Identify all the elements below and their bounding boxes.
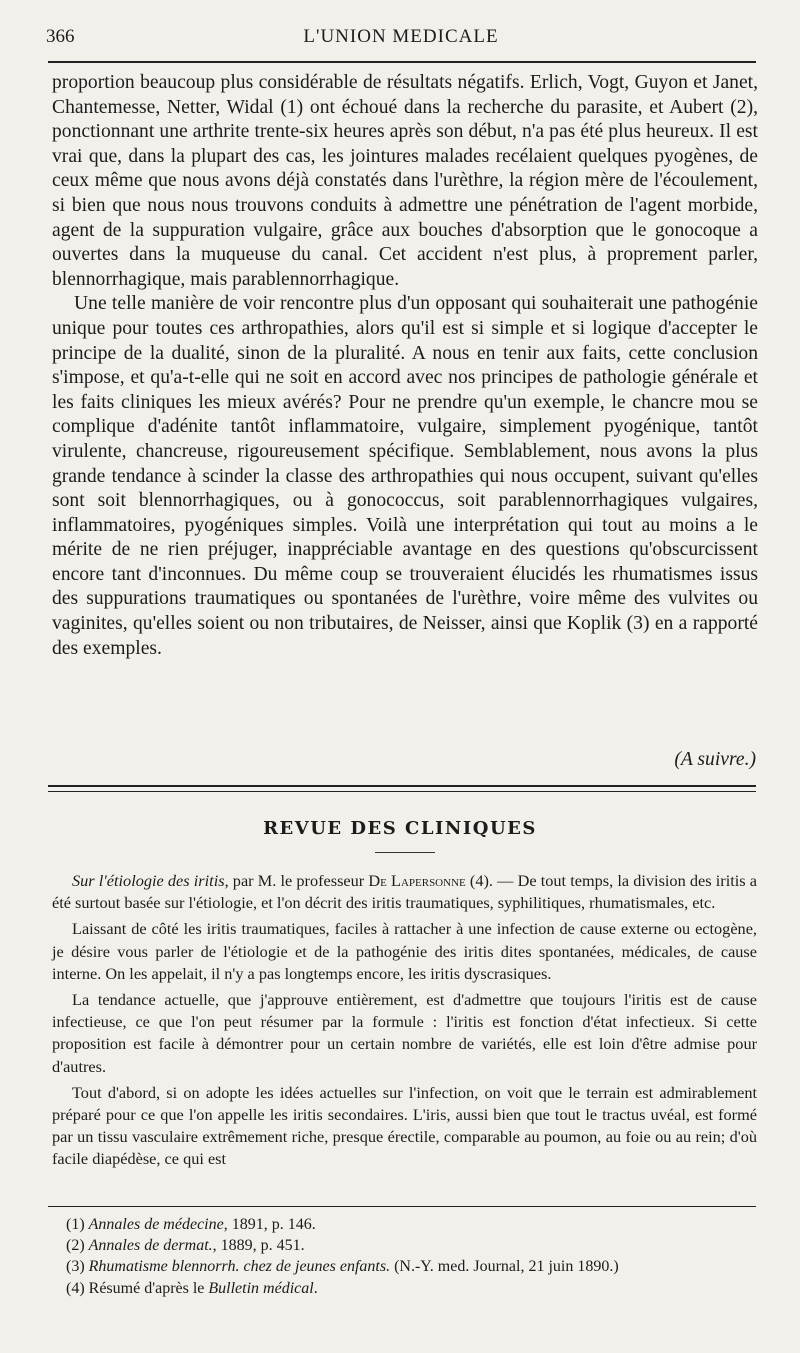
footnote-number: (1) bbox=[66, 1216, 85, 1233]
intro-title: Sur l'étiologie des iritis bbox=[72, 871, 225, 890]
intro-rest: (4). — De tout temps, la division des iritis a été surtout basée sur l'étiologie, et l'on décrit des iritis traumatiques, syphilitiques, rhumatismales, etc. bbox=[52, 871, 757, 913]
footnotes bbox=[66, 1214, 756, 1299]
intro-author: De Lapersonne bbox=[368, 871, 466, 890]
footnote-number: (2) bbox=[66, 1237, 85, 1255]
footnote bbox=[66, 1256, 756, 1277]
section-divider-top bbox=[48, 785, 756, 787]
footnote-number: (3) bbox=[66, 1258, 85, 1276]
title-underline bbox=[375, 852, 435, 853]
footnote-source: Rhumatisme blennorrh. chez de jeunes enfants. bbox=[88, 1258, 391, 1276]
footnote-source: Bulletin médical bbox=[208, 1279, 314, 1297]
footnote bbox=[66, 1214, 756, 1235]
page-header bbox=[46, 26, 756, 56]
footnote-detail: (N.-Y. med. Journal, 21 juin 1890.) bbox=[390, 1258, 619, 1276]
footnote bbox=[66, 1235, 756, 1256]
article-body bbox=[52, 71, 758, 661]
footnote-rule bbox=[48, 1206, 756, 1207]
clinic-review-body bbox=[52, 870, 757, 1175]
footnote bbox=[66, 1278, 756, 1299]
journal-title: L'UNION MEDICALE bbox=[303, 26, 499, 47]
footnote-source: Annales de dermat. bbox=[88, 1237, 213, 1255]
footnote-number: (4) bbox=[66, 1279, 85, 1297]
paragraph: Une telle manière de voir rencontre plus d'un opposant qui souhaiterait une pathogénie unique pour toutes ces arthropathies, alors qu'il est si simple et si logique d'accepter le principe de la dualité, sinon de la pluralité. A nous en tenir aux faits, cette conclusion s'impose, et qu'a-t-elle qui ne soit en accord avec nos principes de pathologie générale et les faits cliniques les mieux avérés? Pour ne prendre qu'un exemple, le chancre mou se complique d'adénite tantôt inflammatoire, vulgaire, simplement pyogénique, tantôt virulente, chancreuse, rigoureusement spécifique. Semblablement, nous avons la plus grande tendance à scinder la classe des arthropathies qui nous occupent, suivant qu'elles sont soit blennorrhagiques, ou à gonococcus, soit parablennorrhagiques vulgaires, inflammatoires, pyogéniques simples. Voilà une interprétation qui tout au moins a le mérite de ne rien préjuger, inappréciable avantage en des questions qu'obscurcissent encore tant d'inconnues. Du même coup se trouveraient élucidés les rhumatismes issus des suppurations traumatiques ou spontanées de l'urèthre, voire même des vulvites ou vaginites, qu'elles soient ou non tributaires, de Neisser, ainsi que Koplik (3) en a rapporté des exemples. bbox=[52, 293, 758, 659]
to-be-continued bbox=[674, 749, 756, 771]
footnote-source: Annales de médecine bbox=[88, 1216, 224, 1233]
intro-paragraph bbox=[52, 870, 757, 914]
page-number: 366 bbox=[46, 26, 75, 47]
paragraph: La tendance actuelle, que j'approuve entièrement, est d'admettre que toujours l'iritis est de cause infectieuse, ce que l'on peut résumer par la formule : l'iritis est fonction d'état infectieux. Si cette proposition est facile à démontrer pour un certain nombre de variétés, elle est loin d'être admise pour d'autres. bbox=[52, 990, 757, 1076]
footnote-detail: . bbox=[313, 1279, 318, 1297]
paragraph-continuation: proportion beaucoup plus considérable de résultats négatifs. Erlich, Vogt, Guyon et Janet, Chantemesse, Netter, Widal (1) ont échoué dans la recherche du parasite, et Aubert (2), ponctionnant une arthrite trente-six heures après son début, n'a pas été plus heureux. Il est vrai que, dans la plupart des cas, les jointures malades recélaient quelques pyogènes, de ceux même que nous avons déjà constatés dans l'urèthre, la région mère de l'écoulement, si bien que nous nous trouvons conduits à admettre une pénétration de l'agent morbide, agent de la suppuration vulgaire, grâce aux bouches d'absorption que le gonocoque a ouvertes dans la muqueuse du canal. Cet accident n'est plus, à proprement parler, blennorrhagique, mais parablennorrhagique. bbox=[52, 72, 758, 290]
header-rule bbox=[48, 61, 756, 63]
section-title: REVUE DES CLINIQUES bbox=[263, 818, 537, 839]
section-divider-bottom bbox=[48, 791, 756, 792]
paragraph: Tout d'abord, si on adopte les idées actuelles sur l'infection, on voit que le terrain est admirablement préparé pour ce que l'on appelle les iritis secondaires. L'iris, aussi bien que tout le tractus uvéal, est formé par un tissu vasculaire extrêmement riche, presque érectile, comparable au poumon, au foie ou au rein; d'où facile diapédèse, ce qui est bbox=[52, 1082, 757, 1169]
to-be-continued-text: (A suivre.) bbox=[674, 749, 756, 770]
intro-author-prefix: , par M. le professeur bbox=[224, 871, 369, 890]
footnote-prefix: Résumé d'après le bbox=[88, 1279, 209, 1297]
footnote-detail: , 1891, p. 146. bbox=[223, 1216, 316, 1233]
paragraph: Laissant de côté les iritis traumatiques, faciles à rattacher à une infection de cause externe ou ectogène, je désire vous parler de l'étiologie et de la pathogénie des iritis dites spontanées, médicales, de cause interne. On les appelait, il n'y a pas longtemps encore, les iritis dyscrasiques. bbox=[52, 919, 757, 983]
footnote-detail: , 1889, p. 451. bbox=[212, 1237, 305, 1255]
